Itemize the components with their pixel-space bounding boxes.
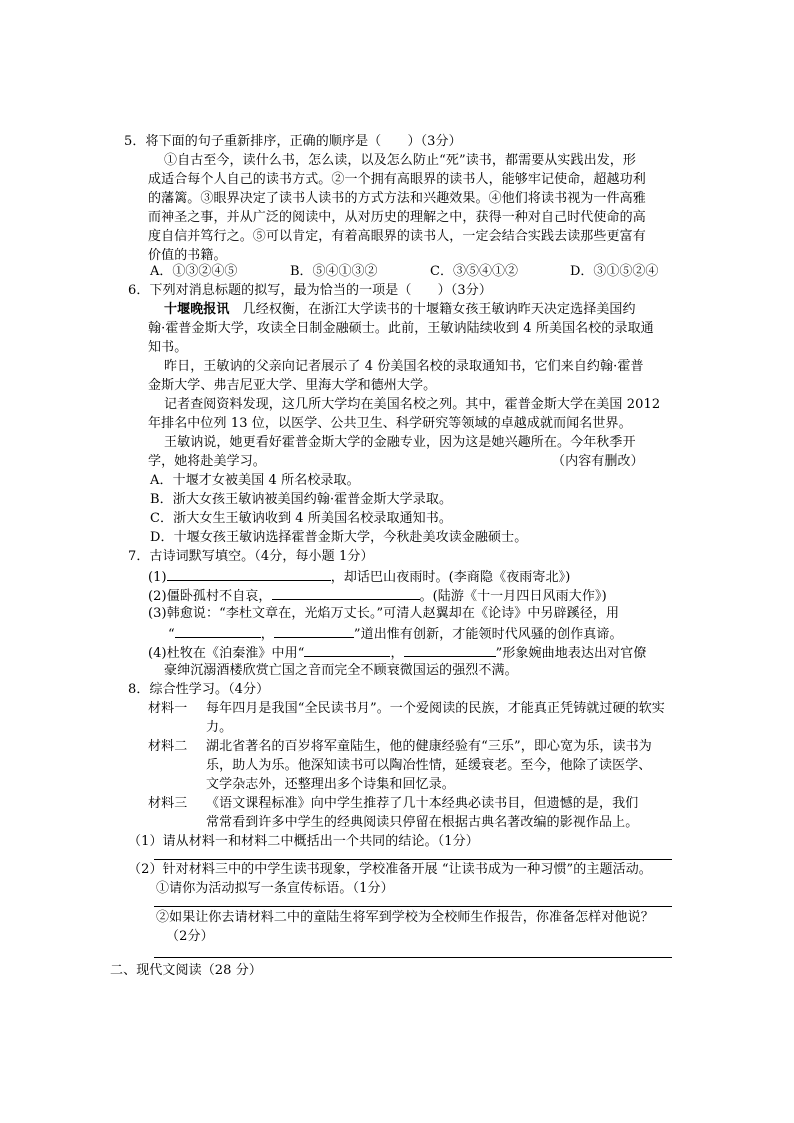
- q8-sub-1: （1）请从材料一和材料二中概括出一个共同的结论。（1分）: [128, 834, 479, 849]
- q7-item-1: (1) ，却话巴山夜雨时。(李商隐《夜雨寄北》): [148, 570, 571, 585]
- q5-line-4: 而神圣之事，并从广泛的阅读中，从对历史的理解之中，获得一种对自己时代使命的高: [148, 210, 646, 225]
- q8-answer-line-1[interactable]: [154, 859, 672, 860]
- q6-lead: 十堰晚报讯: [164, 302, 230, 317]
- q7-blank-2[interactable]: [272, 587, 420, 600]
- q6-stem: 6．下列对消息标题的拟写，最为恰当的一项是（ ）（3分）: [128, 283, 492, 298]
- q8-sub-2-2-points: （2分）: [166, 929, 214, 944]
- q6-option-a: A．十堰才女被美国 4 所名校录取。: [150, 473, 360, 488]
- q8-material-2-line-3: 文学杂志外，还整理出多个诗集和回忆录。: [206, 777, 455, 792]
- q5-option-a: A．①③②④⑤: [150, 264, 238, 279]
- q7-blank-3a[interactable]: [175, 625, 261, 638]
- q7-blank-1[interactable]: [167, 568, 331, 581]
- q6-para-2-line-2: 金斯大学、弗吉尼亚大学、里海大学和德州大学。: [148, 378, 437, 393]
- q5-line-2: 成适合每个人自己的读书方式。②一个拥有高眼界的读书人，能够牢记使命，超越功利: [148, 172, 646, 187]
- q8-answer-line-3[interactable]: [154, 957, 672, 958]
- q7-blank-4a[interactable]: [304, 644, 390, 657]
- q8-material-3-label: 材料三: [148, 796, 188, 811]
- q7-item-3-line-2: “ ， ”道出惟有创新，才能领时代风骚的创作真谛。: [168, 627, 623, 642]
- q7-item-2: (2)僵卧孤村不自哀， 。(陆游《十一月四日风雨大作》): [148, 589, 607, 604]
- q7-item-4-line-2: 豪绅沉溺酒楼欣赏亡国之音而完全不顾衰微国运的强烈不满。: [164, 663, 518, 678]
- q6-para-4-line-2: 学，她将赴美学习。: [148, 454, 266, 469]
- q8-material-1-line-1: 每年四月是我国“全民读书月”。一个爱阅读的民族，才能真正凭铸就过硬的软实: [206, 701, 665, 716]
- q7-item-4-line-1: (4)杜牧在《泊秦淮》中用“ ， ”形象婉曲地表达出对官僚: [148, 646, 647, 661]
- q5-line-5: 度自信并笃行之。⑤可以肯定，有着高眼界的读书人，一定会结合实践去读那些更富有: [148, 229, 646, 244]
- q6-para-4-line-1: 王敏讷说，她更看好霍普金斯大学的金融专业，因为这是她兴趣所在。今年秋季开: [164, 435, 636, 450]
- q8-answer-line-2[interactable]: [154, 906, 672, 907]
- q5-option-d: D．③①⑤②④: [570, 264, 659, 279]
- q6-para-3-line-1: 记者查阅资料发现，这几所大学均在美国名校之列。其中，霍普金斯大学在美国 2012: [164, 397, 661, 412]
- q8-material-2-line-1: 湖北省著名的百岁将军童陆生，他的健康经验有“三乐”，即心宽为乐，读书为: [206, 739, 652, 754]
- q8-material-1-line-2: 力。: [206, 720, 233, 735]
- q8-sub-2-2: ②如果让你去请材料二中的童陆生将军到学校为全校师生作报告，你准备怎样对他说？: [156, 910, 654, 925]
- q8-material-1-label: 材料一: [148, 701, 188, 716]
- q8-sub-2: （2）针对材料三中的中学生读书现象，学校准备开展 “让读书成为一种习惯”的主题活动。: [128, 862, 652, 877]
- section-2-heading: 二、现代文阅读（28 分）: [110, 963, 262, 978]
- q8-material-2-line-2: 乐，助人为乐。他深知读书可以陶冶性情，延缓衰老。至今，他除了读医学、: [206, 758, 652, 773]
- q5-option-b: B．⑤④①③②: [290, 264, 378, 279]
- q6-para-1-line-2: 翰·霍普金斯大学，攻读全日制金融硕士。此前，王敏讷陆续收到 4 所美国名校的录取通: [148, 321, 654, 336]
- q5-option-c: C．③⑤④①②: [430, 264, 518, 279]
- q6-option-d: D．十堰女孩王敏讷选择霍普金斯大学，今秋赴美攻读金融硕士。: [150, 530, 528, 545]
- q5-line-3: 的藩篱。③眼界决定了读书人读书的方式方法和兴趣效果。④他们将读书视为一件高雅: [148, 191, 646, 206]
- q6-option-c: C．浙大女生王敏讷收到 4 所美国名校录取通知书。: [150, 511, 452, 526]
- q6-para-1-line-1: 十堰晚报讯 几经权衡，在浙江大学读书的十堰籍女孩王敏讷昨天决定选择美国约: [164, 302, 636, 317]
- q6-para-3-line-2: 年排名中位列 13 位，以医学、公共卫生、科学研究等领域的卓越成就而闻名世界。: [148, 416, 632, 431]
- q7-blank-4b[interactable]: [404, 644, 496, 657]
- q8-sub-2-1: ①请你为活动拟写一条宣传标语。（1分）: [156, 881, 394, 896]
- q5-line-1: ①自古至今，读什么书，怎么读，以及怎么防止“死”读书，都需要从实践出发，形: [164, 153, 636, 168]
- q7-blank-3b[interactable]: [274, 625, 354, 638]
- q8-material-2-label: 材料二: [148, 739, 188, 754]
- q6-para-2-line-1: 昨日，王敏讷的父亲向记者展示了 4 份美国名校的录取通知书，它们来自约翰·霍普: [164, 359, 644, 374]
- q8-material-3-line-2: 常常看到许多中学生的经典阅读只停留在根据古典名著改编的影视作品上。: [206, 815, 639, 830]
- q5-stem: 5．将下面的句子重新排序，正确的顺序是（ ）（3分）: [124, 134, 462, 149]
- q8-material-3-line-1: 《语文课程标准》向中学生推荐了几十本经典必读书目，但遗憾的是，我们: [206, 796, 639, 811]
- q8-stem: 8．综合性学习。（4分）: [128, 682, 270, 697]
- q6-para-1-line-3: 知书。: [148, 340, 188, 355]
- q5-line-6: 价值的书籍。: [148, 248, 227, 263]
- q7-item-3-line-1: (3)韩愈说：“李杜文章在，光焰万丈长。”可清人赵翼却在《论诗》中另辟蹊径，用: [148, 606, 620, 621]
- q6-option-b: B．浙大女孩王敏讷被美国约翰·霍普金斯大学录取。: [150, 492, 453, 507]
- q6-note: （内容有删改）: [552, 454, 644, 469]
- q7-stem: 7．古诗词默写填空。（4分，每小题 1分）: [128, 549, 374, 564]
